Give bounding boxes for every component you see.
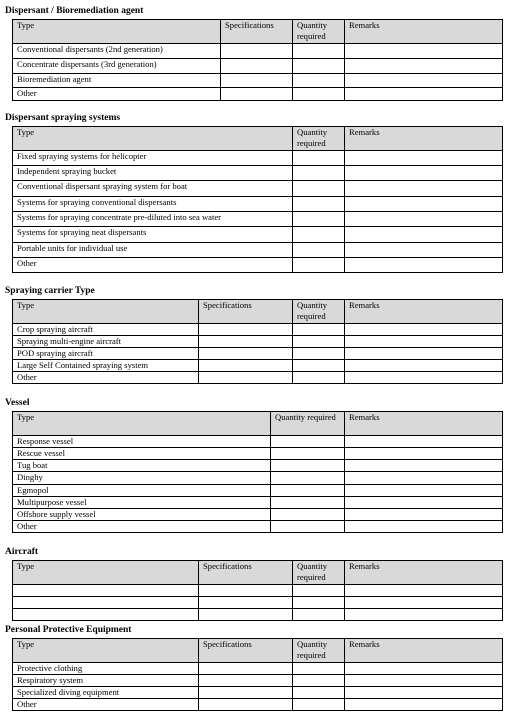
row-label: Crop spraying aircraft <box>13 324 199 336</box>
quantity-cell[interactable] <box>271 485 345 497</box>
remarks-cell[interactable] <box>345 436 503 448</box>
remarks-cell[interactable] <box>345 212 503 227</box>
spraying-systems-table <box>12 126 503 273</box>
column-header-remarks: Remarks <box>345 412 503 436</box>
remarks-cell[interactable] <box>345 258 503 273</box>
quantity-cell[interactable] <box>293 212 345 227</box>
row-label: Systems for spraying conventional dispersants <box>13 197 293 212</box>
quantity-cell[interactable] <box>293 585 345 597</box>
row-label: Spraying multi-engine aircraft <box>13 336 199 348</box>
row-label: Tug boat <box>13 460 271 472</box>
column-header-quantity: Quantity required <box>271 412 345 436</box>
table-row <box>13 699 503 711</box>
column-header-quantity: Quantity required <box>293 20 345 44</box>
table-row <box>13 151 503 166</box>
column-header-remarks: Remarks <box>345 127 503 151</box>
row-label: Specialized diving equipment <box>13 687 199 699</box>
column-header-quantity: Quantity required <box>293 639 345 663</box>
quantity-cell[interactable] <box>271 497 345 509</box>
table-row <box>13 336 503 348</box>
table-row <box>13 436 503 448</box>
type-cell[interactable] <box>13 597 199 609</box>
row-label: Rescue vessel <box>13 448 271 460</box>
specifications-cell[interactable] <box>199 324 293 336</box>
quantity-cell[interactable] <box>293 258 345 273</box>
dispersant-table <box>12 19 503 101</box>
row-label: Systems for spraying concentrate pre-diluted into sea water <box>13 212 293 227</box>
table-row <box>13 243 503 258</box>
type-cell[interactable] <box>13 585 199 597</box>
row-label: Other <box>13 372 199 384</box>
row-label: Concentrate dispersants (3rd generation) <box>13 59 221 74</box>
section-title-ppe: Personal Protective Equipment <box>5 625 132 635</box>
remarks-cell[interactable] <box>345 663 503 675</box>
column-header-quantity: Quantity required <box>293 127 345 151</box>
row-label: Independent spraying bucket <box>13 166 293 181</box>
section-title-vessel: Vessel <box>5 398 30 408</box>
quantity-cell[interactable] <box>293 336 345 348</box>
remarks-cell[interactable] <box>345 460 503 472</box>
remarks-cell[interactable] <box>345 197 503 212</box>
row-label: Respiratory system <box>13 675 199 687</box>
table-row <box>13 497 503 509</box>
quantity-cell[interactable] <box>293 197 345 212</box>
remarks-cell[interactable] <box>345 348 503 360</box>
row-label: Systems for spraying neat dispersants <box>13 227 293 243</box>
table-row <box>13 448 503 460</box>
remarks-cell[interactable] <box>345 448 503 460</box>
specifications-cell[interactable] <box>199 348 293 360</box>
quantity-cell[interactable] <box>293 597 345 609</box>
quantity-cell[interactable] <box>271 509 345 521</box>
column-header-remarks: Remarks <box>345 300 503 324</box>
specifications-cell[interactable] <box>199 585 293 597</box>
row-label: Egmopol <box>13 485 271 497</box>
quantity-cell[interactable] <box>293 74 345 88</box>
quantity-cell[interactable] <box>271 448 345 460</box>
table-row <box>13 485 503 497</box>
table-row <box>13 74 503 88</box>
remarks-cell[interactable] <box>345 88 503 101</box>
quantity-cell[interactable] <box>271 521 345 533</box>
specifications-cell[interactable] <box>199 663 293 675</box>
quantity-cell[interactable] <box>271 472 345 485</box>
column-header-type: Type <box>13 20 221 44</box>
aircraft-table <box>12 560 503 621</box>
section-title-spraying-systems: Dispersant spraying systems <box>5 113 121 123</box>
row-label: Bioremediation agent <box>13 74 221 88</box>
column-header-type: Type <box>13 127 293 151</box>
remarks-cell[interactable] <box>345 166 503 181</box>
row-label: Large Self Contained spraying system <box>13 360 199 372</box>
remarks-cell[interactable] <box>345 597 503 609</box>
table-row <box>13 88 503 101</box>
column-header-quantity: Quantity required <box>293 561 345 585</box>
row-label: Protective clothing <box>13 663 199 675</box>
column-header-quantity: Quantity required <box>293 300 345 324</box>
row-label: Portable units for individual use <box>13 243 293 258</box>
quantity-cell[interactable] <box>293 609 345 621</box>
table-row <box>13 166 503 181</box>
table-row <box>13 227 503 243</box>
row-label: Conventional dispersant spraying system for boat <box>13 181 293 197</box>
column-header-type: Type <box>13 412 271 436</box>
column-header-specifications: Specifications <box>199 639 293 663</box>
table-row <box>13 324 503 336</box>
table-row <box>13 258 503 273</box>
vessel-table <box>12 411 503 533</box>
row-label: Other <box>13 258 293 273</box>
remarks-cell[interactable] <box>345 485 503 497</box>
specifications-cell[interactable] <box>199 336 293 348</box>
quantity-cell[interactable] <box>293 687 345 699</box>
table-row <box>13 687 503 699</box>
column-header-specifications: Specifications <box>199 561 293 585</box>
spraying-carrier-table <box>12 299 503 384</box>
section-title-dispersant: Dispersant / Bioremediation agent <box>5 6 144 16</box>
remarks-cell[interactable] <box>345 59 503 74</box>
remarks-cell[interactable] <box>345 74 503 88</box>
specifications-cell[interactable] <box>199 597 293 609</box>
table-row <box>13 181 503 197</box>
remarks-cell[interactable] <box>345 181 503 197</box>
remarks-cell[interactable] <box>345 699 503 711</box>
remarks-cell[interactable] <box>345 609 503 621</box>
specifications-cell[interactable] <box>199 372 293 384</box>
quantity-cell[interactable] <box>293 243 345 258</box>
table-row <box>13 460 503 472</box>
specifications-cell[interactable] <box>221 88 293 101</box>
quantity-cell[interactable] <box>293 166 345 181</box>
type-cell[interactable] <box>13 609 199 621</box>
row-label: Response vessel <box>13 436 271 448</box>
row-label: Offshore supply vessel <box>13 509 271 521</box>
table-row <box>13 348 503 360</box>
specifications-cell[interactable] <box>199 609 293 621</box>
table-row <box>13 521 503 533</box>
section-title-aircraft: Aircraft <box>5 547 39 557</box>
quantity-cell[interactable] <box>293 699 345 711</box>
quantity-cell[interactable] <box>293 227 345 243</box>
quantity-cell[interactable] <box>293 181 345 197</box>
quantity-cell[interactable] <box>293 324 345 336</box>
quantity-cell[interactable] <box>271 436 345 448</box>
ppe-table <box>12 638 503 711</box>
table-row <box>13 675 503 687</box>
table-row <box>13 609 503 621</box>
column-header-remarks: Remarks <box>345 20 503 44</box>
quantity-cell[interactable] <box>293 675 345 687</box>
remarks-cell[interactable] <box>345 324 503 336</box>
table-row <box>13 59 503 74</box>
quantity-cell[interactable] <box>271 460 345 472</box>
remarks-cell[interactable] <box>345 509 503 521</box>
section-title-spraying-carrier: Spraying carrier Type <box>5 286 95 296</box>
column-header-type: Type <box>13 561 199 585</box>
row-label: Other <box>13 521 271 533</box>
table-row <box>13 197 503 212</box>
remarks-cell[interactable] <box>345 497 503 509</box>
column-header-specifications: Specifications <box>199 300 293 324</box>
table-row <box>13 663 503 675</box>
quantity-cell[interactable] <box>293 372 345 384</box>
row-label: Other <box>13 88 221 101</box>
row-label: Conventional dispersants (2nd generation) <box>13 44 221 59</box>
quantity-cell[interactable] <box>293 348 345 360</box>
specifications-cell[interactable] <box>221 74 293 88</box>
column-header-type: Type <box>13 639 199 663</box>
quantity-cell[interactable] <box>293 44 345 59</box>
row-label: Fixed spraying systems for helicopter <box>13 151 293 166</box>
row-label: Dinghy <box>13 472 271 485</box>
remarks-cell[interactable] <box>345 585 503 597</box>
quantity-cell[interactable] <box>293 151 345 166</box>
table-row <box>13 472 503 485</box>
specifications-cell[interactable] <box>221 44 293 59</box>
specifications-cell[interactable] <box>221 59 293 74</box>
table-row <box>13 360 503 372</box>
remarks-cell[interactable] <box>345 227 503 243</box>
remarks-cell[interactable] <box>345 372 503 384</box>
remarks-cell[interactable] <box>345 675 503 687</box>
quantity-cell[interactable] <box>293 360 345 372</box>
remarks-cell[interactable] <box>345 521 503 533</box>
remarks-cell[interactable] <box>345 360 503 372</box>
remarks-cell[interactable] <box>345 44 503 59</box>
specifications-cell[interactable] <box>199 675 293 687</box>
quantity-cell[interactable] <box>293 59 345 74</box>
column-header-remarks: Remarks <box>345 639 503 663</box>
remarks-cell[interactable] <box>345 472 503 485</box>
row-label: Other <box>13 699 199 711</box>
column-header-type: Type <box>13 300 199 324</box>
remarks-cell[interactable] <box>345 151 503 166</box>
table-row <box>13 597 503 609</box>
table-row <box>13 509 503 521</box>
table-row <box>13 212 503 227</box>
specifications-cell[interactable] <box>199 687 293 699</box>
specifications-cell[interactable] <box>199 360 293 372</box>
column-header-remarks: Remarks <box>345 561 503 585</box>
row-label: POD spraying aircraft <box>13 348 199 360</box>
quantity-cell[interactable] <box>293 88 345 101</box>
specifications-cell[interactable] <box>199 699 293 711</box>
column-header-specifications: Specifications <box>221 20 293 44</box>
table-row <box>13 585 503 597</box>
quantity-cell[interactable] <box>293 663 345 675</box>
remarks-cell[interactable] <box>345 687 503 699</box>
remarks-cell[interactable] <box>345 243 503 258</box>
row-label: Multipurpose vessel <box>13 497 271 509</box>
table-row <box>13 372 503 384</box>
remarks-cell[interactable] <box>345 336 503 348</box>
table-row <box>13 44 503 59</box>
